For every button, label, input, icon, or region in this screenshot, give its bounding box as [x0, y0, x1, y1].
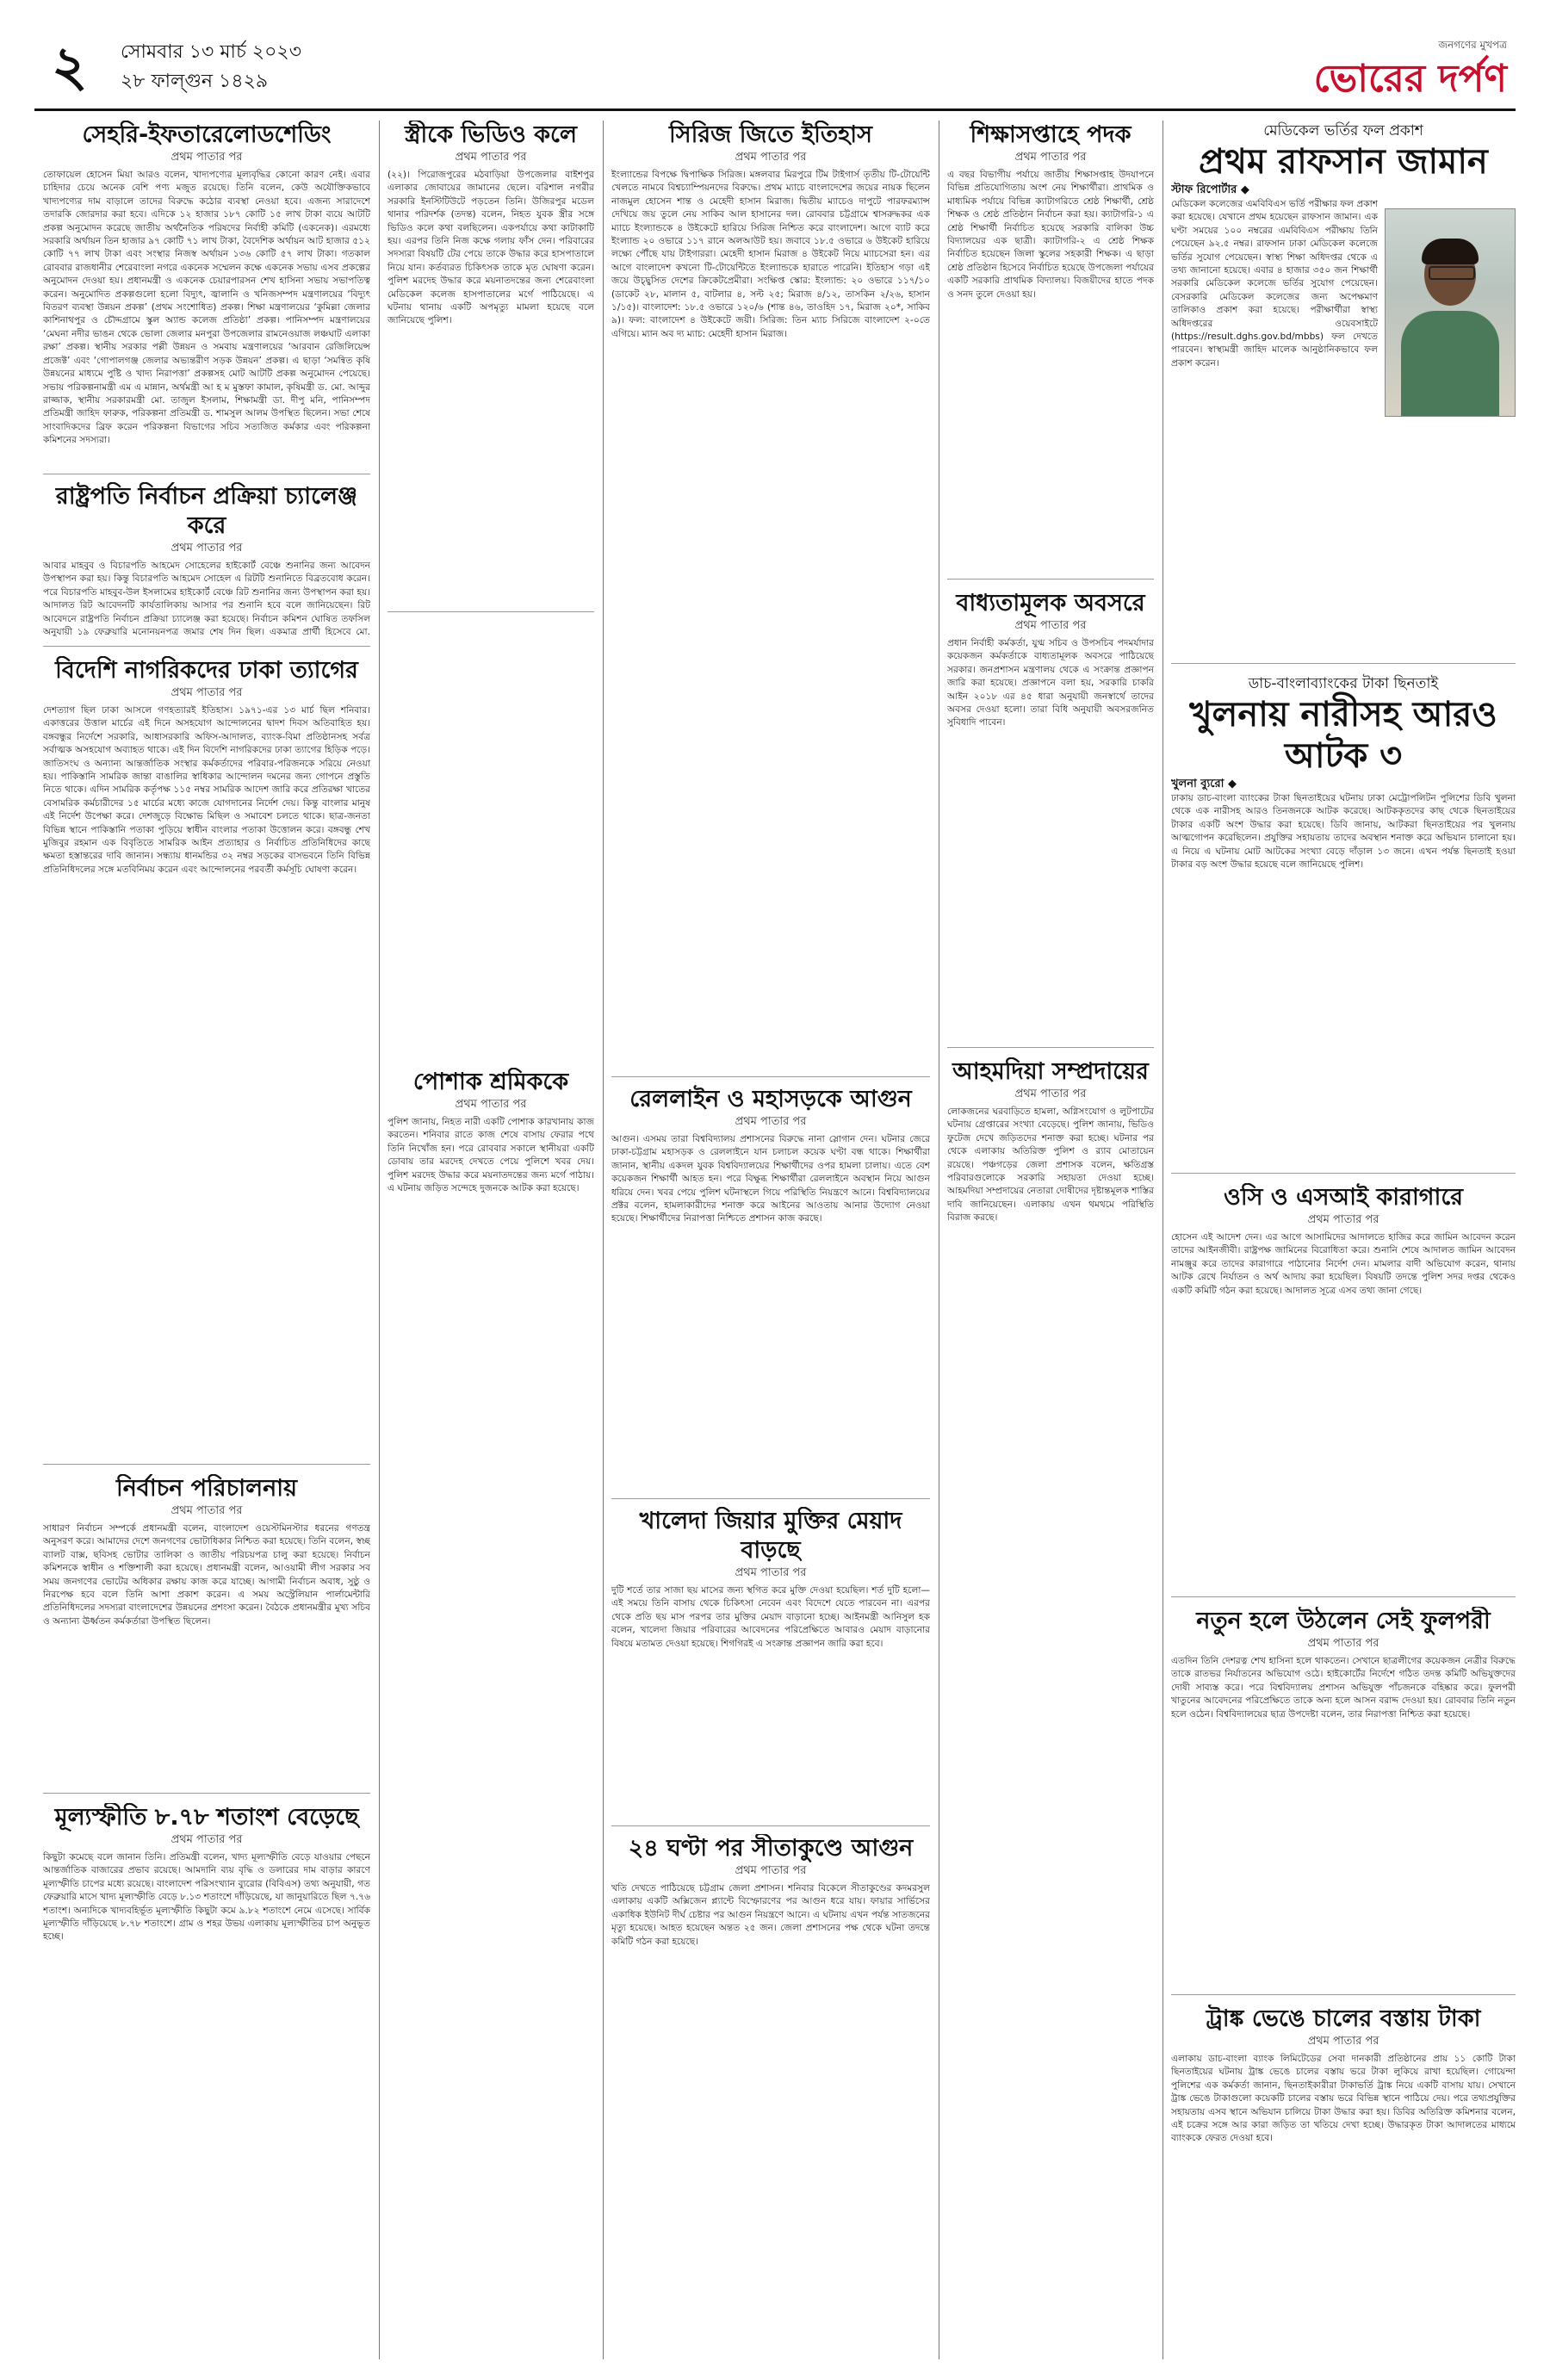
- story-body: ইংল্যান্ডের বিপক্ষে দ্বিপাক্ষিক সিরিজ। মঙ্গলবার মিরপুরে টিম টাইগার্স তৃতীয় টি-টোয়েন্টি খেলতে নামবে বিশ্বচ্যাম্পিয়নদের বিরুদ্ধে। প্রথম ম্যাচে বাংলাদেশের জয়ের নায়ক ছিলেন নাজমুল হোসেন শান্ত ও মেহেদী হাসান মিরাজ। দ্বিতীয় ম্যাচেও দাপুটে পারফরম্যান্স দেখিয়ে জয় তুলে নেয় সাকিব আল হাসানের দল। রোববার চট্টগ্রামে শ্বাসরুদ্ধকর এক ম্যাচে ইংল্যান্ডকে ৪ উইকেটে হারিয়ে সিরিজ নিশ্চিত করে বাংলাদেশ। আগে ব্যাট করে ইংল্যান্ড ২০ ওভারে ১১৭ রানে অলআউট হয়। জবাবে ১৮.৫ ওভারে ৬ উইকেট হারিয়ে লক্ষ্যে পৌঁছে যায় টাইগাররা। মেহেদী হাসান মিরাজ ৪ উইকেট নিয়ে ম্যাচসেরা হন। এর আগে বাংলাদেশ কখনো টি-টোয়েন্টিতে ইংল্যান্ডকে হারাতে পারেনি। ইতিহাস গড়া এই জয়ে উচ্ছ্বসিত দেশের ক্রিকেটপ্রেমীরা। সংক্ষিপ্ত স্কোর: ইংল্যান্ড: ২০ ওভারে ১১৭/১০ (ডাকেট ২৮, মালান ৫, বাটলার ৪, সল্ট ২৫; মিরাজ ৪/১২, তাসকিন ২/২৬, হাসান ১/১৫)। বাংলাদেশ: ১৮.৫ ওভারে ১২০/৬ (শান্ত ৪৬, তাওহিদ ১৭, মিরাজ ২০*, সাকিব ৯)। ফল: বাংলাদেশ ৪ উইকেটে জয়ী। সিরিজ: তিন ম্যাচ সিরিজে বাংলাদেশ ২-০তে এগিয়ে। ম্যান অব দ্য ম্যাচ: মেহেদী হাসান মিরাজ।: [611, 170, 930, 339]
- column-5: [1171, 121, 1516, 2359]
- continued-label: প্রথম পাতার পর: [170, 542, 243, 555]
- column-rule: [379, 121, 380, 2359]
- column-4: [947, 121, 1154, 2359]
- page-header: [34, 33, 1516, 111]
- continued-label: প্রথম পাতার পর: [735, 1864, 807, 1877]
- kicker: মেডিকেল ভর্তির ফল প্রকাশ: [1263, 122, 1423, 139]
- story-trunk: [1171, 2005, 1516, 2349]
- logo-name: ভোরের দর্পণ: [1313, 57, 1507, 101]
- headline: নির্বাচন পরিচালনায়: [115, 1475, 298, 1502]
- story-body: কিছুটা কমেছে বলে জানান তিনি। প্রতিমন্ত্রী বলেন, খাদ্য মূল্যস্ফীতি বেড়ে যাওয়ার পেছনে আন্তর্জাতিক বাজারের প্রভাব রয়েছে। আমদানি ব্যয় বৃদ্ধি ও ডলারের দাম বাড়ার কারণে মূল্যস্ফীতি চাপের মধ্যে রয়েছে। বাংলাদেশ পরিসংখ্যান ব্যুরোর (বিবিএস) তথ্য অনুযায়ী, গত ফেব্রুয়ারি মাসে খাদ্য মূল্যস্ফীতি বেড়ে ৮.১৩ শতাংশে দাঁড়িয়েছে, যা জানুয়ারিতে ছিল ৭.৭৬ শতাংশ। অন্যদিকে খাদ্যবহির্ভূত মূল্যস্ফীতি কিছুটা কমে ৯.৮২ শতাংশে নেমে এসেছে। সার্বিক মূল্যস্ফীতি দাঁড়িয়েছে ৮.৭৮ শতাংশে। গ্রাম ও শহর উভয় এলাকায় মূল্যস্ফীতির চাপ অনুভূত হচ্ছে।: [43, 1852, 370, 1943]
- story-separator: [611, 1076, 930, 1077]
- story-series: [611, 121, 930, 1068]
- headline: ২৪ ঘণ্টা পর সীতাকুণ্ডে আগুন: [628, 1835, 914, 1862]
- continued-label: প্রথম পাতার পর: [170, 151, 243, 164]
- date-bangla: ২৮ ফাল্গুন ১৪২৯: [121, 71, 269, 92]
- masthead-logo: [1314, 38, 1507, 103]
- story-body: খতি দেখতে পাঠিয়েছে চট্টগ্রাম জেলা প্রশাসন। শনিবার বিকেলে সীতাকুণ্ডের কদমরসুল এলাকায় একটি অক্সিজেন প্ল্যান্টে বিস্ফোরণের পর আগুন ধরে যায়। ফায়ার সার্ভিসের একাধিক ইউনিট দীর্ঘ চেষ্টার পর আগুন নিয়ন্ত্রণে আনে। এ ঘটনায় এখন পর্যন্ত সাতজনের মৃত্যু হয়েছে। আহত হয়েছেন অন্তত ২৫ জন। জেলা প্রশাসনের পক্ষ থেকে ঘটনা তদন্তে কমিটি গঠন করা হয়েছে।: [611, 1883, 930, 1947]
- story-body: ঢাকায় ডাচ-বাংলা ব্যাংকের টাকা ছিনতাইয়ের ঘটনায় ঢাকা মেট্রোপলিটন পুলিশের ডিবি খুলনা থেকে এক নারীসহ আরও তিনজনকে আটক করেছে। আটককৃতদের কাছ থেকে ছিনতাইয়ের টাকার একটি অংশ উদ্ধার করা হয়েছে। ডিবি জানায়, আটকরা ছিনতাইয়ের পর খুলনায় আত্মগোপন করেছিলেন। প্রযুক্তির সহায়তায় তাদের অবস্থান শনাক্ত করে অভিযান চালানো হয়। এ নিয়ে এ ঘটনায় মোট আটকের সংখ্যা বেড়ে দাঁড়াল ১৩ জনে। এখন পর্যন্ত ছিনতাই হওয়া টাকার বড় অংশ উদ্ধার হয়েছে বলে জানিয়েছে পুলিশ।: [1171, 793, 1516, 871]
- headline: নতুন হলে উঠলেন সেই ফুলপরী: [1196, 1608, 1491, 1634]
- continued-label: প্রথম পাতার পর: [1307, 1637, 1380, 1650]
- continued-label: প্রথম পাতার পর: [455, 151, 527, 164]
- story-foreigners: [43, 656, 370, 1457]
- story-separator: [1171, 1596, 1516, 1597]
- story-body: দেশত্যাগ ছিল ঢাকা আসলে গণহত্যারই ইতিহাস। ১৯৭১-এর ১৩ মার্চ ছিল শনিবার। একাত্তরের উত্তাল মার্চের এই দিনে অসহযোগ আন্দোলনের দ্বাদশ দিবস অতিবাহিত হয়। বঙ্গবন্ধুর নির্দেশে সরকারি, আধাসরকারি অফিস-আদালত, ব্যাংক-বিমা প্রতিষ্ঠানসহ সর্বত্র সর্বাত্মক অসহযোগ অব্যাহত থাকে। এই দিন বিদেশি নাগরিকদের ঢাকা ত্যাগের হিড়িক পড়ে। জাতিসংঘ ও অন্যান্য আন্তর্জাতিক সংস্থার কর্মকর্তাদের পরিবার-পরিজনকে সরিয়ে নেওয়া হয়। পাকিস্তানি সামরিক জান্তা বাঙালির স্বাধিকার আন্দোলন দমনের জন্য গোপনে প্রস্তুতি নিতে থাকে। এদিন সামরিক কর্তৃপক্ষ ১১৫ নম্বর সামরিক আদেশ জারি করে প্রতিরক্ষা খাতের বেসামরিক কর্মচারীদের ১৫ মার্চের মধ্যে কাজে যোগদানের নির্দেশ দেয়। কিন্তু বাংলার মানুষ এই নির্দেশ উপেক্ষা করে। দেশজুড়ে বিক্ষোভ মিছিল ও সমাবেশ চলতে থাকে। ছাত্র-জনতা বিভিন্ন স্থানে পাকিস্তানি পতাকা পুড়িয়ে স্বাধীন বাংলার পতাকা উত্তোলন করে। বঙ্গবন্ধু শেখ মুজিবুর রহমান এক বিবৃতিতে সামরিক আইন প্রত্যাহার ও নির্বাচিত প্রতিনিধিদের কাছে ক্ষমতা হস্তান্তরের দাবি জানান। সন্ধ্যায় ধানমন্ডির ৩২ নম্বর সড়কের বাসভবনে তিনি বিভিন্ন প্রতিনিধিদলের সঙ্গে মতবিনিময় করেন এবং আন্দোলনের পরবর্তী কর্মসূচি ঘোষণা করেন।: [43, 705, 370, 875]
- headline: স্ত্রীকে ভিডিও কলে: [404, 121, 577, 148]
- headline: প্রথম রাফসান জামান: [1199, 142, 1488, 182]
- story-body: আগুন। এসময় তারা বিশ্ববিদ্যালয় প্রশাসনের বিরুদ্ধে নানা স্লোগান দেন। ঘটনার জেরে ঢাকা-চট্টগ্রাম মহাসড়ক ও রেললাইনে যান চলাচল কয়েক ঘণ্টা বন্ধ থাকে। শিক্ষার্থীরা জানান, স্থানীয় একদল যুবক বিশ্ববিদ্যালয়ের শিক্ষার্থীদের ওপর হামলা চালায়। এতে বেশ কয়েকজন শিক্ষার্থী আহত হন। পরে বিক্ষুব্ধ শিক্ষার্থীরা রেললাইনে অবস্থান নিয়ে আগুন ধরিয়ে দেন। খবর পেয়ে পুলিশ ঘটনাস্থলে গিয়ে পরিস্থিতি নিয়ন্ত্রণে আনে। বিশ্ববিদ্যালয়ের প্রক্টর বলেন, হামলাকারীদের শনাক্ত করে আইনের আওতায় আনার উদ্যোগ নেওয়া হয়েছে। শিক্ষার্থীদের নিরাপত্তা নিশ্চিতে প্রশাসন কাজ করছে।: [611, 1134, 930, 1224]
- continued-label: প্রথম পাতার পর: [1014, 619, 1087, 632]
- story-separator: [947, 1047, 1154, 1048]
- story-separator: [947, 579, 1154, 580]
- continued-label: প্রথম পাতার পর: [735, 151, 807, 164]
- headline: রেললাইন ও মহাসড়কে আগুন: [629, 1086, 912, 1113]
- portrait-photo: [1385, 208, 1516, 417]
- column-rule: [1162, 121, 1163, 2359]
- continued-label: প্রথম পাতার পর: [1014, 151, 1087, 164]
- headline: আহমদিয়া সম্প্রদায়ের: [952, 1058, 1149, 1085]
- logo-tagline: জনগণের মুখপত্র: [1438, 39, 1507, 51]
- continued-label: প্রথম পাতার পর: [455, 1098, 527, 1111]
- headline: মূল্যস্ফীতি ৮.৭৮ শতাংশ বেড়েছে: [54, 1804, 359, 1831]
- story-separator: [1171, 1173, 1516, 1174]
- headline: সিরিজ জিতে ইতিহাস: [669, 121, 872, 148]
- story-oc: [1171, 1183, 1516, 1588]
- story-garments: [388, 1068, 594, 1412]
- story-sitakunda: [611, 1834, 930, 2334]
- story-khulna: [1171, 673, 1516, 1164]
- story-body: তোফায়েল হোসেন মিয়া আরও বলেন, খাদ্যপণ্যের মূল্যবৃদ্ধির কোনো কারণ নেই। এবার চাহিদার চেয়ে অনেক বেশি পণ্য মজুত রয়েছে। তিনি বলেন, কেউ অযৌক্তিকভাবে খাদ্যপণ্যের দাম বাড়ালে তাদের বিরুদ্ধে কঠোর ব্যবস্থা নেওয়া হবে। এজন্য সারাদেশে তদারকি জোরদার করা হবে। এদিকে ১২ হাজার ১৮৭ কোটি ১৫ লাখ টাকা ব্যয়ে আটটি প্রকল্প অনুমোদন করেছে জাতীয় অর্থনৈতিক পরিষদের নির্বাহী কমিটি (একনেক)। এরমধ্যে সরকারি অর্থায়ন তিন হাজার ৯৭ কোটি ৭১ লাখ টাকা, বৈদেশিক অর্থায়ন আট হাজার ৫১২ কোটি ৭৭ লাখ টাকা এবং সংস্থার নিজস্ব অর্থায়ন ১৩৬ কোটি ৫৭ লাখ টাকা। গতকাল রোববার রাজধানীর শেরেবাংলা নগরে একনেক সম্মেলন কক্ষে একনেক সভায় এসব প্রকল্পের অনুমোদন দেওয়া হয়। প্রধানমন্ত্রী ও একনেক চেয়ারপারসন শেখ হাসিনা সভায় সভাপতিত্ব করেন। অনুমোদিত প্রকল্পগুলো হলো বিদ্যুৎ, জ্বালানি ও খনিজসম্পদ মন্ত্রণালয়ের ‘বিদ্যুৎ বিতরণ ব্যবস্থা উন্নয়ন প্রকল্প’ (প্রথম সংশোধিত) প্রকল্প। শিক্ষা মন্ত্রণালয়ের ‘কুমিল্লা জেলার কাশিনাথপুর ও চৌদ্দগ্রামে স্কুল অ্যান্ড কলেজ প্রতিষ্ঠা’ প্রকল্প। পানিসম্পদ মন্ত্রণালয়ের ‘মেঘনা নদীর ভাঙন থেকে ভোলা জেলার মনপুরা উপজেলার রামনেওয়াজ লঞ্চঘাট এলাকা রক্ষা’ প্রকল্প। স্থানীয় সরকার পল্লী উন্নয়ন ও সমবায় মন্ত্রণালয়ের ‘আরবান রেজিলিয়েন্স প্রজেক্ট’ এবং ‘গোপালগঞ্জ জেলার অভ্যন্তরীণ সড়ক উন্নয়ন’ প্রকল্প। এ ছাড়া ‘সমন্বিত কৃষি উন্নয়নের মাধ্যমে পুষ্টি ও খাদ্য নিরাপত্তা’ প্রকল্পসহ মোট আটটি প্রকল্প অনুমোদন পেয়েছে। সভায় পরিকল্পনামন্ত্রী এম এ মান্নান, অর্থমন্ত্রী আ হ ম মুস্তফা কামাল, কৃষিমন্ত্রী ড. মো. আব্দুর রাজ্জাক, স্থানীয় সরকারমন্ত্রী মো. তাজুল ইসলাম, শিক্ষামন্ত্রী ডা. দীপু মনি, পানিসম্পদ প্রতিমন্ত্রী জাহিদ ফারুক, পরিকল্পনা প্রতিমন্ত্রী ড. শামসুল আলম উপস্থিত ছিলেন। সভা শেষে সাংবাদিকদের ব্রিফ করেন পরিকল্পনা বিভাগের সচিব সত্যজিত কর্মকার এবং পরিকল্পনা কমিশনের সদস্যরা।: [43, 170, 370, 446]
- continued-label: প্রথম পাতার পর: [1307, 1213, 1380, 1226]
- story-sehri: [43, 121, 370, 465]
- story-election: [43, 1474, 370, 1784]
- byline: খুলনা ব্যুরো ◆: [1171, 778, 1237, 790]
- story-separator: [388, 611, 594, 612]
- story-separator: [43, 1464, 370, 1465]
- story-body: মেডিকেল কলেজের এমবিবিএস ভর্তি পরীক্ষার ফল প্রকাশ করা হয়েছে। যেখানে প্রথম হয়েছেন রাফসান জামান। এক ঘণ্টা সময়ের ১০০ নম্বরের এমবিবিএস পরীক্ষায় তিনি পেয়েছেন ৯২.৫ নম্বর। রাফসান ঢাকা মেডিকেল কলেজে ভর্তির সুযোগ পেয়েছেন। স্বাস্থ্য শিক্ষা অধিদপ্তর থেকে এ তথ্য জানানো হয়েছে। এবার ৪ হাজার ৩৫০ জন শিক্ষার্থী সরকারি মেডিকেল কলেজে ভর্তির সুযোগ পেয়েছেন। বেসরকারি মেডিকেল কলেজের জন্য অপেক্ষমাণ তালিকাও প্রকাশ করা হয়েছে। পরীক্ষার্থীরা স্বাস্থ্য অধিদপ্তরের ওয়েবসাইটে (https://result.dghs.gov.bd/mbbs) ফল দেখতে পারবেন। স্বাস্থ্যমন্ত্রী জাহিদ মালেক আনুষ্ঠানিকভাবে ফল প্রকাশ করেন।: [1171, 199, 1378, 369]
- story-separator: [611, 1498, 930, 1499]
- story-education: [947, 121, 1154, 568]
- story-president: [43, 482, 370, 637]
- story-separator: [611, 1825, 930, 1826]
- column-2: [388, 121, 594, 2359]
- continued-label: প্রথম পাতার পর: [1307, 2035, 1380, 2048]
- story-separator: [1171, 1994, 1516, 1995]
- story-railway: [611, 1085, 930, 1490]
- story-ahmadiyya: [947, 1057, 1154, 2340]
- story-medical: [1171, 121, 1516, 654]
- headline: বাধ্যতামূলক অবসরে: [956, 590, 1145, 617]
- headline: বিদেশি নাগরিকদের ঢাকা ত্যাগের: [55, 657, 358, 684]
- continued-label: প্রথম পাতার পর: [170, 1833, 243, 1846]
- story-separator: [43, 646, 370, 647]
- headline: ওসি ও এসআই কারাগারে: [1223, 1184, 1464, 1211]
- story-body: আবার মাহবুব ও বিচারপতি আহমেদ সোহেলের হাইকোর্ট বেঞ্চে শুনানির জন্য আবেদন উপস্থাপন করা হয়। কিন্তু বিচারপতি আহমেদ সোহেল এ রিটটি শুনানিতে বিব্রতবোধ করেন। পরে বিচারপতি মাহবুব-উল ইসলামের হাইকোর্ট বেঞ্চে রিট শুনানির জন্য উপস্থাপন করা হয়। আদালত রিট আবেদনটি কার্যতালিকায় আসার পর শুনানি হবে বলে জানিয়েছেন। রিট আবেদনে রাষ্ট্রপতি নির্বাচন প্রক্রিয়া চ্যালেঞ্জ করা হয়েছে। নির্বাচন কমিশন ঘোষিত তফসিল অনুযায়ী ১৯ ফেব্রুয়ারি মনোনয়নপত্র জমার শেষ দিন ছিল। একমাত্র প্রার্থী হিসেবে মো.: [43, 561, 370, 637]
- byline: স্টাফ রিপোর্টার ◆: [1171, 183, 1249, 196]
- date-gregorian: সোমবার ১৩ মার্চ ২০২৩: [121, 41, 302, 63]
- issue-date: [121, 38, 301, 96]
- column-rule: [603, 121, 604, 2359]
- story-body: প্রধান নির্বাহী কর্মকর্তা, যুগ্ম সচিব ও উপসচিব পদমর্যাদার কয়েকজন কর্মকর্তাকে বাধ্যতামূলক অবসরে পাঠিয়েছে সরকার। জনপ্রশাসন মন্ত্রণালয় থেকে এ সংক্রান্ত প্রজ্ঞাপন জারি করা হয়েছে। প্রজ্ঞাপনে বলা হয়, সরকারি চাকরি আইন ২০১৮ এর ৪৫ ধারা অনুযায়ী জনস্বার্থে তাদের অবসর দেওয়া হলো। তারা বিধি অনুযায়ী অবসরজনিত সুবিধাদি পাবেন।: [947, 638, 1154, 728]
- story-hall: [1171, 1607, 1516, 1986]
- story-body: হোসেন এই আদেশ দেন। এর আগে আসামিদের আদালতে হাজির করে জামিন আবেদন করেন তাদের আইনজীবী। রাষ্ট্রপক্ষ জামিনের বিরোধিতা করে। শুনানি শেষে আদালত জামিন আবেদন নামঞ্জুর করে তাদের কারাগারে পাঠানোর নির্দেশ দেন। মামলার বাদী অভিযোগ করেন, থানায় আটক রেখে নির্যাতন ও অর্থ আদায় করা হয়েছিল। বিষয়টি তদন্তে পুলিশ সদর দপ্তর থেকেও একটি কমিটি গঠন করা হয়েছে। আদালত সূত্রে এসব তথ্য জানা গেছে।: [1171, 1232, 1516, 1296]
- story-career: [947, 589, 1154, 1037]
- continued-label: প্রথম পাতার পর: [170, 1504, 243, 1517]
- column-3: [611, 121, 930, 2359]
- story-inflation: [43, 1803, 370, 2354]
- story-separator: [1171, 663, 1516, 664]
- column-1: [43, 121, 370, 2359]
- story-separator: [43, 1793, 370, 1794]
- story-body: এলাকায় ডাচ-বাংলা ব্যাংক লিমিটেডের সেবা দানকারী প্রতিষ্ঠানের প্রায় ১১ কোটি টাকা ছিনতাইয়ের ঘটনায় ট্রাঙ্ক ভেঙে চালের বস্তায় ভরে টাকা লুকিয়ে রাখা হয়েছিল। গোয়েন্দা পুলিশের এক কর্মকর্তা জানান, ছিনতাইকারীরা টাকাভর্তি ট্রাঙ্ক নিয়ে একটি বাসায় যায়। সেখানে ট্রাঙ্ক ভেঙে টাকাগুলো কয়েকটি চালের বস্তায় ভরে বিভিন্ন স্থানে পাঠিয়ে দেয়। পরে তথ্যপ্রযুক্তির সহায়তায় এসব স্থানে অভিযান চালিয়ে টাকা উদ্ধার করা হয়। ডিবির অতিরিক্ত কমিশনার বলেন, এই চক্রের সঙ্গে আর কারা জড়িত তা খতিয়ে দেখা হচ্ছে। উদ্ধারকৃত টাকা আদালতের মাধ্যমে ব্যাংককে ফেরত দেওয়া হবে।: [1171, 2054, 1516, 2144]
- kicker: ডাচ-বাংলাব্যাংকের টাকা ছিনতাই: [1248, 675, 1439, 692]
- continued-label: প্রথম পাতার পর: [170, 686, 243, 699]
- headline: খুলনায় নারীসহ আরও আটক ৩: [1189, 695, 1497, 776]
- story-body: লোকজনের ঘরবাড়িতে হামলা, অগ্নিসংযোগ ও লুটপাটের ঘটনায় গ্রেপ্তারের সংখ্যা বেড়েছে। পুলিশ জানায়, ভিডিও ফুটেজ দেখে জড়িতদের শনাক্ত করা হচ্ছে। ঘটনার পর থেকে এলাকায় অতিরিক্ত পুলিশ ও র‍্যাব মোতায়েন রয়েছে। পঞ্চগড়ের জেলা প্রশাসক বলেন, ক্ষতিগ্রস্ত পরিবারগুলোকে সরকারি সহায়তা দেওয়া হচ্ছে। আহমদিয়া সম্প্রদায়ের নেতারা দোষীদের দৃষ্টান্তমূলক শাস্তির দাবি জানিয়েছেন। এলাকায় এখন থমথমে পরিস্থিতি বিরাজ করছে।: [947, 1106, 1154, 1224]
- continued-label: প্রথম পাতার পর: [1014, 1088, 1087, 1100]
- headline: সেহরি-ইফতারেলোডশেডিং: [82, 121, 332, 148]
- page-number: ২: [52, 34, 88, 99]
- story-body: দুটি শর্তে তার সাজা ছয় মাসের জন্য স্থগিত করে মুক্তি দেওয়া হয়েছিল। শর্ত দুটি হলো—এই সময়ে তিনি বাসায় থেকে চিকিৎসা নেবেন এবং বিদেশে যেতে পারবেন না। এরপর থেকে প্রতি ছয় মাস পরপর তার মুক্তির মেয়াদ বাড়ানো হচ্ছে। আইনমন্ত্রী আনিসুল হক বলেন, খালেদা জিয়ার পরিবারের আবেদনের পরিপ্রেক্ষিতে আবারও মেয়াদ বাড়ানোর বিষয়ে মতামত দেওয়া হয়েছে। শিগগিরই এ সংক্রান্ত প্রজ্ঞাপন জারি করা হবে।: [611, 1585, 930, 1649]
- story-body: সাধারণ নির্বাচন সম্পর্কে প্রধানমন্ত্রী বলেন, বাংলাদেশ ওয়েস্টমিনস্টার ধরনের গণতন্ত্র অনুসরণ করে। আমাদের দেশে জনগণের ভোটাধিকার নিশ্চিত করা হয়েছে। তিনি বলেন, স্বচ্ছ ব্যালট বাক্স, ছবিসহ ভোটার তালিকা ও জাতীয় পরিচয়পত্র চালু করা হয়েছে। নির্বাচন কমিশনকে স্বাধীন ও শক্তিশালী করা হয়েছে। প্রধানমন্ত্রী বলেন, আওয়ামী লীগ সরকার সব সময় জনগণের ভোটের অধিকার রক্ষায় কাজ করে যাচ্ছে। আগামী নির্বাচন অবাধ, সুষ্ঠু ও নিরপেক্ষ হবে বলে তিনি আশা প্রকাশ করেন। এ সময় অস্ট্রেলিয়ান পার্লামেন্টারি প্রতিনিধিদলের সদস্যরা বাংলাদেশের উন্নয়নের প্রশংসা করেন। বৈঠকে প্রধানমন্ত্রীর মুখ্য সচিব ও অন্যান্য ঊর্ধ্বতন কর্মকর্তারা উপস্থিত ছিলেন।: [43, 1523, 370, 1627]
- story-body: এ বছর বিভাগীয় পর্যায়ে জাতীয় শিক্ষাসপ্তাহ উদযাপনে বিভিন্ন প্রতিযোগিতায় অংশ নেয় শিক্ষার্থীরা। প্রাথমিক ও মাধ্যমিক পর্যায়ে বিভিন্ন ক্যাটাগরিতে শ্রেষ্ঠ শিক্ষার্থী, শ্রেষ্ঠ শিক্ষক ও শ্রেষ্ঠ প্রতিষ্ঠান নির্বাচন করা হয়। ক্যাটাগরি-১ এ শ্রেষ্ঠ শিক্ষার্থী নির্বাচিত হয়েছে সরকারি বালিকা উচ্চ বিদ্যালয়ের এক ছাত্রী। ক্যাটাগরি-২ এ শ্রেষ্ঠ শিক্ষক নির্বাচিত হয়েছেন জিলা স্কুলের সহকারী শিক্ষক। এ ছাড়া শ্রেষ্ঠ প্রতিষ্ঠান হিসেবে নির্বাচিত হয়েছে উপজেলা পর্যায়ের একটি সরকারি প্রাথমিক বিদ্যালয়। বিজয়ীদের হাতে পদক ও সনদ তুলে দেওয়া হয়।: [947, 170, 1154, 300]
- continued-label: প্রথম পাতার পর: [735, 1115, 807, 1128]
- story-body: পুলিশ জানায়, নিহত নারী একটি পোশাক কারখানায় কাজ করতেন। শনিবার রাতে কাজ শেষে বাসায় ফেরার পথে তিনি নিখোঁজ হন। পরে রোববার সকালে স্থানীয়রা একটি ডোবায় তার মরদেহ দেখতে পেয়ে পুলিশে খবর দেয়। পুলিশ মরদেহ উদ্ধার করে ময়নাতদন্তের জন্য মর্গে পাঠায়। এ ঘটনায় জড়িত সন্দেহে দুজনকে আটক করা হয়েছে।: [388, 1117, 594, 1194]
- headline: ট্রাঙ্ক ভেঙে চালের বস্তায় টাকা: [1206, 2005, 1481, 2032]
- story-wife: [388, 121, 594, 603]
- story-body: (২২)। পিরোজপুরের মঠবাড়িয়া উপজেলার বাইশপুর এলাকার জোবায়ের জামানের ছেলে। বরিশাল নগরীর সরকারি ইনস্টিটিউটে পড়তেন তিনি। উজিরপুর মডেল থানার পরিদর্শক (তদন্ত) বলেন, নিহত যুবক স্ত্রীর সঙ্গে ভিডিও কলে কথা বলছিলেন। একপর্যায়ে কথা কাটাকাটি হয়। এরপর তিনি নিজ কক্ষে গলায় ফাঁস দেন। পরিবারের সদস্যরা বিষয়টি টের পেয়ে তাকে উদ্ধার করে হাসপাতালে নিয়ে যান। কর্তব্যরত চিকিৎসক তাকে মৃত ঘোষণা করেন। পুলিশ মরদেহ উদ্ধার করে ময়নাতদন্তের জন্য শেরেবাংলা মেডিকেল কলেজ হাসপাতালের মর্গে পাঠিয়েছে। এ ঘটনায় থানায় একটি অপমৃত্যু মামলা হয়েছে বলে জানিয়েছে পুলিশ।: [388, 170, 594, 326]
- headline: শিক্ষাসপ্তাহে পদক: [970, 121, 1132, 148]
- story-body: এতদিন তিনি দেশরত্ন শেখ হাসিনা হলে থাকতেন। সেখানে ছাত্রলীগের কয়েকজন নেত্রীর বিরুদ্ধে তাকে রাতভর নির্যাতনের অভিযোগ ওঠে। হাইকোর্টের নির্দেশে গঠিত তদন্ত কমিটি অভিযুক্তদের দোষী সাব্যস্ত করে। পরে বিশ্ববিদ্যালয় প্রশাসন অভিযুক্ত পাঁচজনকে বহিষ্কার করে। ফুলপরী খাতুনের আবেদনের পরিপ্রেক্ষিতে তাকে অন্য হলে আসন বরাদ্দ দেওয়া হয়। রোববার তিনি নতুন হলে ওঠেন। বিশ্ববিদ্যালয়ের ছাত্র উপদেষ্টা বলেন, তার নিরাপত্তা নিশ্চিত করা হয়েছে।: [1171, 1656, 1516, 1720]
- story-khaleda: [611, 1507, 930, 1817]
- continued-label: প্রথম পাতার পর: [735, 1566, 807, 1579]
- headline: খালেদা জিয়ার মুক্তির মেয়াদ বাড়ছে: [639, 1508, 902, 1564]
- headline: রাষ্ট্রপতি নির্বাচন প্রক্রিয়া চ্যালেঞ্জ করে: [55, 483, 358, 539]
- headline: পোশাক শ্রমিককে: [412, 1069, 569, 1095]
